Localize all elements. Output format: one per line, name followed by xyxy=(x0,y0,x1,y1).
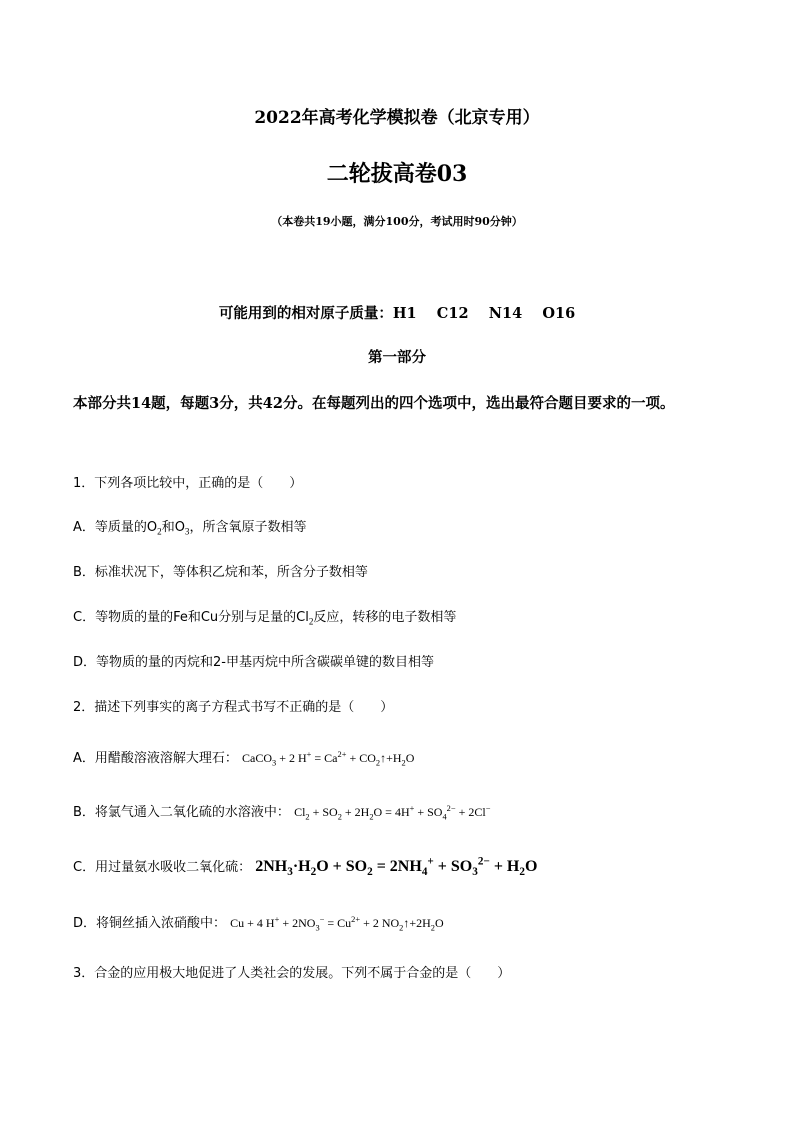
q2c-formula: $2NH_3\cdot H_2O + SO_2 = 2NH_4^+ + SO_3^{2-} + H_2O$ xyxy=(255,855,538,879)
question-1-option-d: D．等物质的量的丙烷和2-甲基丙烷中所含碳碳单键的数目相等 xyxy=(73,655,434,670)
q2c-label: C．用过量氨水吸收二氧化硫： xyxy=(73,860,252,875)
question-2-option-d xyxy=(73,912,444,931)
q2d-label: D．将铜丝插入浓硝酸中： xyxy=(73,916,227,931)
question-2-option-a xyxy=(73,747,414,766)
q2b-formula: $Cl_2 + SO_2 + 2H_2O = 4H^+ + SO_4^{2-} + 2Cl^-$ xyxy=(294,804,491,822)
q2b-label: B．将氯气通入二氧化硫的水溶液中： xyxy=(73,805,290,820)
question-1-option-a xyxy=(73,516,306,535)
question-1-option-b: B．标准状况下，等体积乙烷和苯，所含分子数相等 xyxy=(73,565,368,580)
q2d-formula: Cu + 4 $H^+ + 2NO_3^- = Cu^{2+} + 2$ $NO_2↑+2H_2O$ xyxy=(230,915,444,933)
question-2-option-b xyxy=(73,801,490,820)
question-2-option-c xyxy=(73,855,538,879)
q1c-post: 反应，转移的电子数相等 xyxy=(313,610,457,625)
question-1-stem: 1．下列各项比较中，正确的是（ ） xyxy=(73,476,303,491)
q1a-mid: 和O xyxy=(161,520,185,535)
question-2-stem: 2．描述下列事实的离子方程式书写不正确的是（ ） xyxy=(73,700,394,715)
section-instructions: 本部分共14题，每题3分，共42分。在每题列出的四个选项中，选出最符合题目要求的一项。 xyxy=(73,395,675,412)
q1c-sub1: 2 xyxy=(308,616,314,627)
q1c-pre: C．等物质的量的Fe和Cu分别与足量的Cl xyxy=(73,610,309,625)
question-1-option-c xyxy=(73,606,456,625)
q1a-sub1: 2 xyxy=(157,526,162,537)
q1a-pre: A．等质量的O xyxy=(73,520,158,535)
exam-subtitle: 二轮拔高卷03 xyxy=(326,161,468,187)
q1a-post: ，所含氧原子数相等 xyxy=(189,520,307,535)
q1a-sub2: 3 xyxy=(184,526,190,537)
atomic-masses: 可能用到的相对原子质量：H1 C12 N14 O16 xyxy=(218,305,576,322)
q2a-label: A．用醋酸溶液溶解大理石： xyxy=(73,751,238,766)
exam-title: 2022年高考化学模拟卷（北京专用） xyxy=(254,108,540,128)
q2a-formula: CaCO$_3$ + 2 $H^+ = Ca^{2+}$ + $CO_2↑+H_2O$ xyxy=(242,750,415,768)
exam-note: （本卷共19小题，满分100分，考试用时90分钟） xyxy=(271,215,523,228)
question-3-stem: 3．合金的应用极大地促进了人类社会的发展。下列不属于合金的是（ ） xyxy=(73,966,511,981)
section-title: 第一部分 xyxy=(368,349,426,366)
